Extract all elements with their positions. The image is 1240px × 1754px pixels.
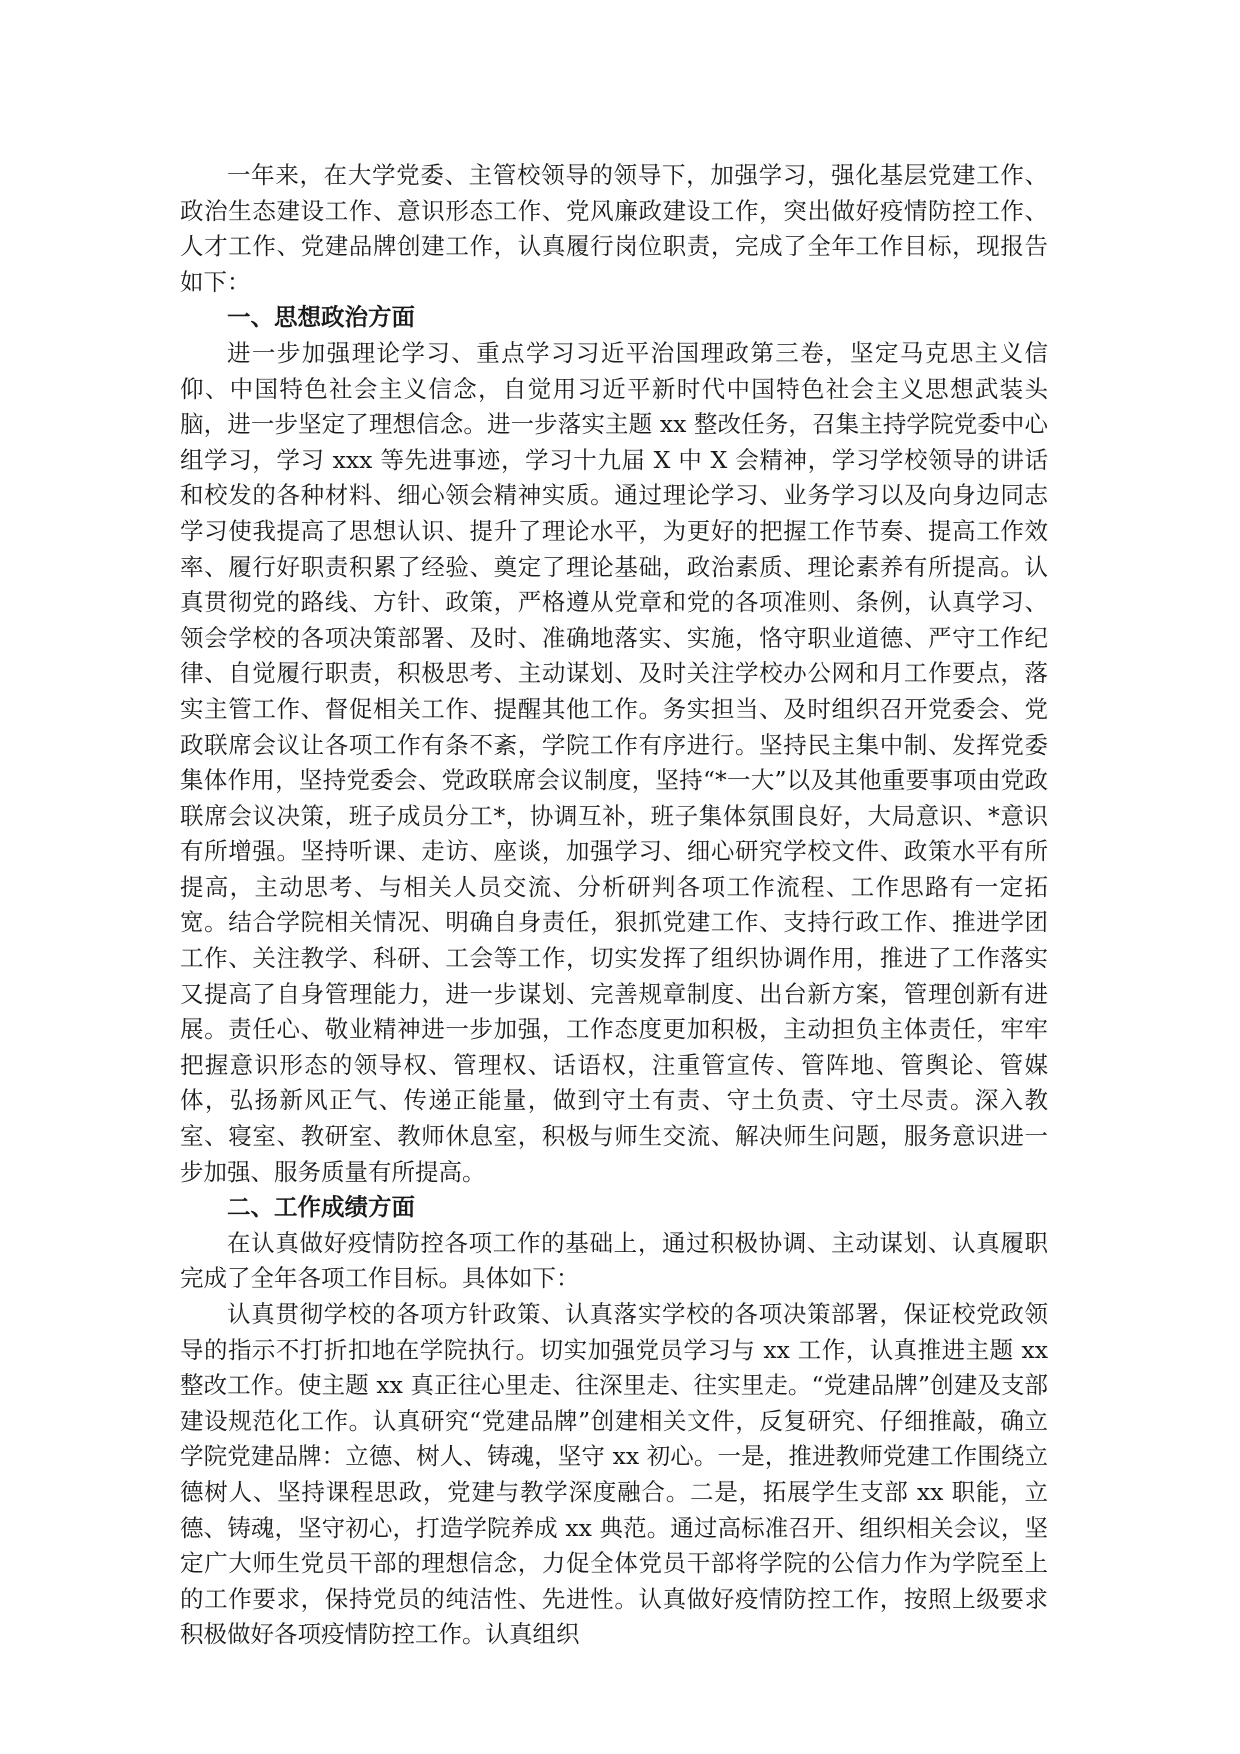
section-heading-ideology: 一、思想政治方面 bbox=[227, 303, 415, 332]
achievements-intro-paragraph: 在认真做好疫情防控各项工作的基础上，通过积极协调、主动谋划、认真履职完成了全年各项工作目标。具体如下： bbox=[180, 1228, 1048, 1293]
ideology-paragraph: 进一步加强理论学习、重点学习习近平治国理政第三卷，坚定马克思主义信仰、中国特色社会主义信念，自觉用习近平新时代中国特色社会主义思想武装头脑，进一步坚定了理想信念。进一步落实主题 xx 整改任务，召集主持学院党委中心组学习，学习 xxx 等先进事迹，学习十九届 X 中 X 会精神，学习学校领导的讲话和校发的各种材料、细心领会精神实质。通过理论学习、业务学习以及向身边同志学习使我提高了思想认识、提升了理论水平，为更好的把握工作节奏、提高工作效率、履行好职责积累了经验、奠定了理论基础，政治素质、理论素养有所提高。认真贯彻党的路线、方针、政策，严格遵从党章和党的各项准则、条例，认真学习、领会学校的各项决策部署、及时、准确地落实、实施，恪守职业道德、严守工作纪律、自觉履行职责，积极思考、主动谋划、及时关注学校办公网和月工作要点，落实主管工作、督促相关工作、提醒其他工作。务实担当、及时组织召开党委会、党政联席会议让各项工作有条不紊，学院工作有序进行。坚持民主集中制、发挥党委集体作用，坚持党委会、党政联席会议制度，坚持“*一大”以及其他重要事项由党政联席会议决策，班子成员分工*，协调互补，班子集体氛围良好，大局意识、*意识有所增强。坚持听课、走访、座谈，加强学习、细心研究学校文件、政策水平有所提高，主动思考、与相关人员交流、分析研判各项工作流程、工作思路有一定拓宽。结合学院相关情况、明确自身责任，狠抓党建工作、支持行政工作、推进学团工作、关注教学、科研、工会等工作，切实发挥了组织协调作用，推进了工作落实又提高了自身管理能力，进一步谋划、完善规章制度、出台新方案，管理创新有进展。责任心、敬业精神进一步加强，工作态度更加积极，主动担负主体责任，牢牢把握意识形态的领导权、管理权、话语权，注重管宣传、管阵地、管舆论、管媒体，弘扬新风正气、传递正能量，做到守土有责、守土负责、守土尽责。深入教室、寝室、教研室、教师休息室，积极与师生交流、解决师生问题，服务意识进一步加强、服务质量有所提高。 bbox=[180, 338, 1048, 1186]
achievements-detail-paragraph: 认真贯彻学校的各项方针政策、认真落实学校的各项决策部署，保证校党政领导的指示不打折扣地在学院执行。切实加强党员学习与 xx 工作，认真推进主题 xx 整改工作。使主题 xx 真正往心里走、往深里走、往实里走。“党建品牌”创建及支部建设规范化工作。认真研究“党建品牌”创建相关文件，反复研究、仔细推敲，确立学院党建品牌：立德、树人、铸魂，坚守 xx 初心。一是，推进教师党建工作围绕立德树人、坚持课程思政，党建与教学深度融合。二是，拓展学生支部 xx 职能，立德、铸魂，坚守初心，打造学院养成 xx 典范。通过高标准召开、组织相关会议，坚定广大师生党员干部的理想信念，力促全体党员干部将学院的公信力作为学院至上的工作要求，保持党员的纯洁性、先进性。认真做好疫情防控工作，按照上级要求积极做好各项疫情防控工作。认真组织 bbox=[180, 1300, 1048, 1649]
intro-paragraph: 一年来，在大学党委、主管校领导的领导下，加强学习，强化基层党建工作、政治生态建设工作、意识形态工作、党风廉政建设工作，突出做好疫情防控工作、人才工作、党建品牌创建工作，认真履行岗位职责，完成了全年工作目标，现报告如下： bbox=[180, 161, 1048, 296]
section-heading-achievements: 二、工作成绩方面 bbox=[227, 1193, 415, 1222]
